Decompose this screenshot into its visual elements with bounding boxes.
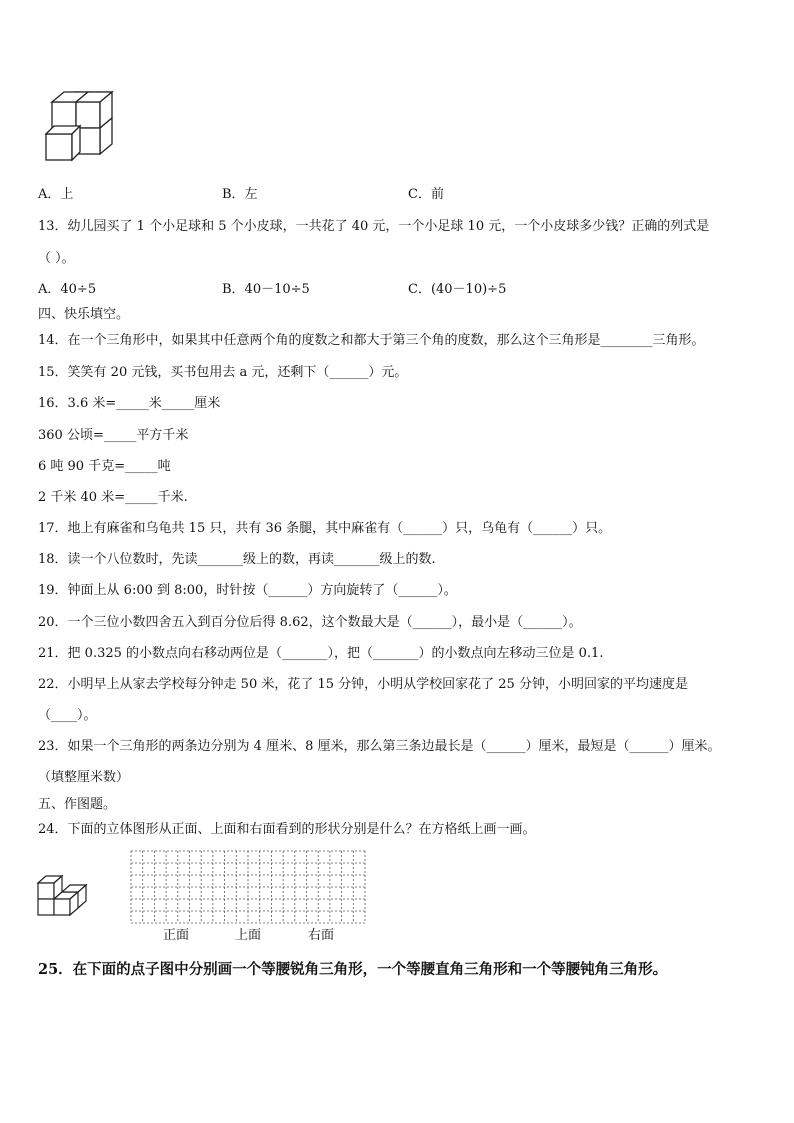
q18-text: 18．读一个八位数时，先读_______级上的数，再读_______级上的数. [38, 552, 436, 567]
q13-option-a: A．40÷5 [38, 282, 97, 297]
q12-option-b: B．左 [222, 187, 258, 202]
section-4-heading: 四、快乐填空。 [38, 307, 130, 322]
q16-line-1: 16．3.6 米=_____米_____厘米 [38, 396, 221, 411]
q13-option-b: B．40－10÷5 [222, 282, 310, 297]
q12-option-a: A．上 [38, 187, 74, 202]
q13-stem: 13．幼儿园买了 1 个小足球和 5 个小皮球，一共花了 40 元，一个小足球 10 元，一个小皮球多少钱？正确的列式是 [38, 219, 710, 234]
q13-answer-blank: （ ）。 [38, 251, 75, 266]
q21-text: 21．把 0.325 的小数点向右移动两位是（_______），把（_______）的小数点向左移动三位是 0.1. [38, 646, 604, 661]
view-label-right: 右面 [308, 928, 335, 943]
q17-text: 17．地上有麻雀和乌龟共 15 只，共有 36 条腿，其中麻雀有（______）只，乌龟有（______）只。 [38, 521, 612, 536]
q15-text: 15．笑笑有 20 元钱，买书包用去 a 元，还剩下（______）元。 [38, 365, 408, 380]
q25-text: 25．在下面的点子图中分别画一个等腰锐角三角形，一个等腰直角三角形和一个等腰钝角三角形。 [38, 961, 668, 978]
q14-text: 14．在一个三角形中，如果其中任意两个角的度数之和都大于第三个角的度数，那么这个三角形是________三角形。 [38, 333, 705, 348]
q23-stem: 23．如果一个三角形的两条边分别为 4 厘米、8 厘米，那么第三条边最长是（______）厘米，最短是（______）厘米。 [38, 739, 721, 754]
q22-answer-blank: （____）。 [38, 708, 97, 723]
q20-text: 20．一个三位小数四舍五入到百分位后得 8.62，这个数最大是（______），最小是（______）。 [38, 615, 582, 630]
q23-note: （填整厘米数） [38, 770, 130, 785]
cube-stack-figure-q12 [44, 90, 120, 164]
section-5-heading: 五、作图题。 [38, 797, 117, 812]
view-label-front: 正面 [163, 928, 190, 943]
q12-option-c: C．前 [408, 187, 444, 202]
q16-line-2: 360 公顷=_____平方千米 [38, 428, 189, 443]
q24-text: 24．下面的立体图形从正面、上面和右面看到的形状分别是什么？在方格纸上画一画。 [38, 822, 536, 837]
q13-option-c: C．(40－10)÷5 [408, 282, 507, 297]
cube-stack-figure-q24 [36, 873, 92, 919]
q16-line-4: 2 千米 40 米=_____千米. [38, 490, 188, 505]
q16-line-3: 6 吨 90 千克=_____吨 [38, 459, 171, 474]
q22-stem: 22．小明早上从家去学校每分钟走 50 米，花了 15 分钟，小明从学校回家花了 25 分钟，小明回家的平均速度是 [38, 677, 688, 692]
view-label-top: 上面 [235, 928, 262, 943]
q19-text: 19．钟面上从 6:00 到 8:00，时针按（______）方向旋转了（______）。 [38, 583, 457, 598]
dashed-grid-paper[interactable] [130, 850, 366, 924]
